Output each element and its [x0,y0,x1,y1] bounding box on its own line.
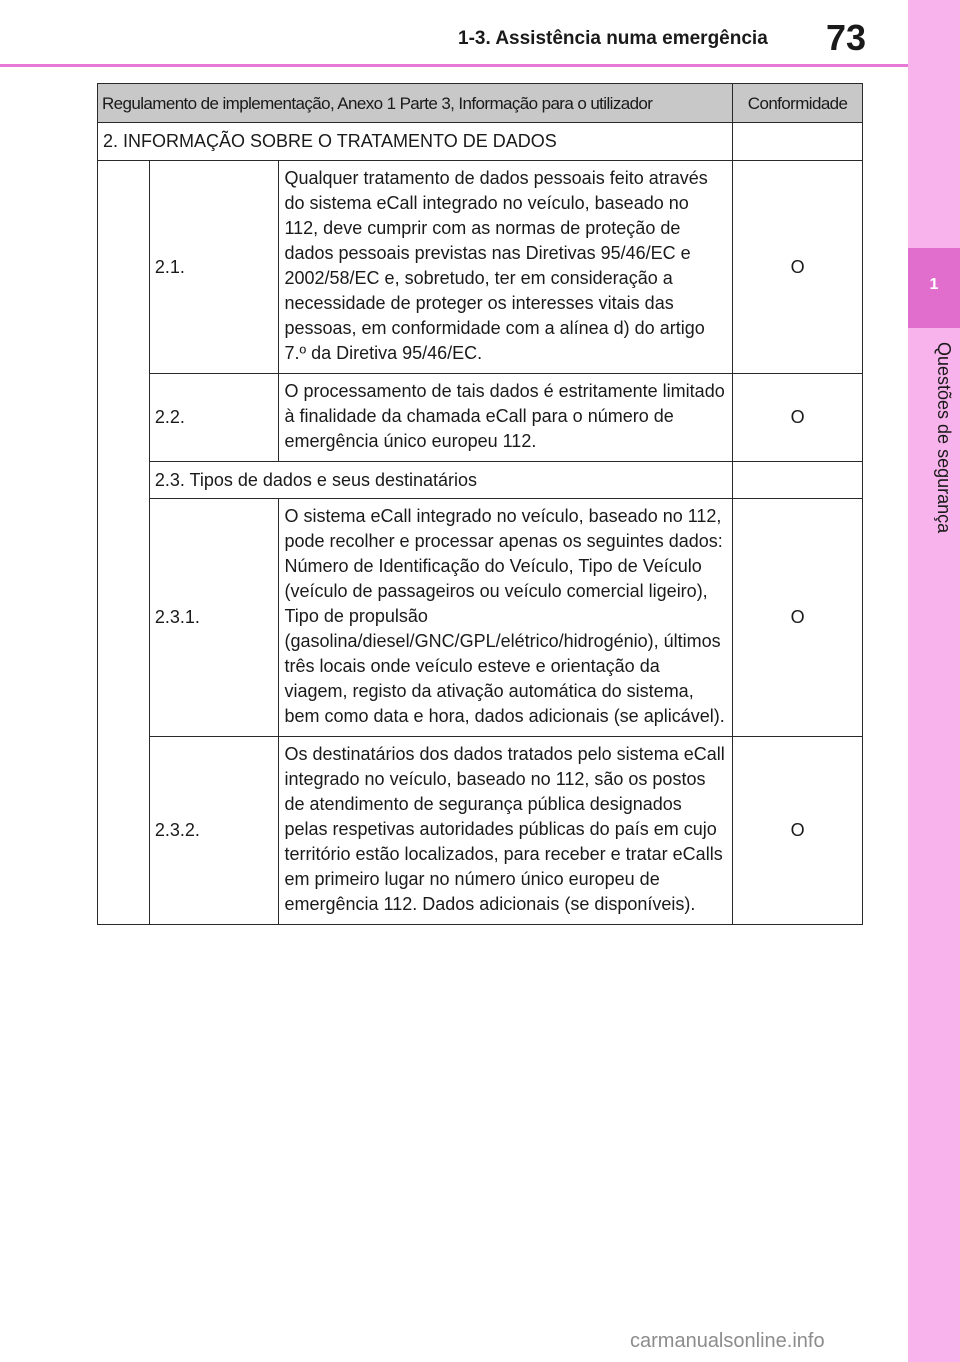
page-number: 73 [826,17,867,58]
item-number: 2.3.1. [149,499,279,737]
page-header [0,0,908,66]
item-text: Qualquer tratamento de dados pessoais feito através do sistema eCall integrado no veículo, baseado no 112, deve cumprir com as normas de proteção de dados pessoais previstas nas Diretivas 95/46/EC e 2002/58/EC e, sobretudo, ter em consideração a necessidade de proteger os interesses vitais das pessoas, em conformidade com a alínea d) do artigo 7.º da Diretiva 95/46/EC. [279,161,733,374]
table-row [98,161,863,374]
item-conformity: O [733,161,863,374]
subsection-conformity [733,462,863,499]
chapter-label: Questões de segurança [934,342,954,534]
header-divider [0,64,908,67]
chapter-side-strip [908,0,960,1362]
table-header-row [98,84,863,123]
subsection-label: 2.3. Tipos de dados e seus destinatários [149,462,732,499]
item-conformity: O [733,737,863,925]
subsection-row [98,462,863,499]
section-label: 2. INFORMAÇÃO SOBRE O TRATAMENTO DE DADOS [98,123,733,161]
compliance-table [97,83,863,925]
item-number: 2.3.2. [149,737,279,925]
item-number: 2.1. [149,161,279,374]
watermark-text: carmanualsonline.info [630,1330,825,1352]
indent-cell [98,161,150,925]
table-row [98,737,863,925]
item-conformity: O [733,374,863,462]
chapter-tab [908,248,960,328]
item-text: Os destinatários dos dados tratados pelo sistema eCall integrado no veículo, baseado no 112, são os postos de atendimento de segurança pública designados pelas respetivas autoridades públicas do país em cujo território estão localizados, para receber e tratar eCalls em primeiro lugar no número único europeu de emergência 112. Dados adicionais (se disponíveis). [279,737,733,925]
section-conformity [733,123,863,161]
section-row [98,123,863,161]
section-title: 1-3. Assistência numa emergência [458,28,768,49]
column-header-conformity: Conformidade [733,84,863,123]
item-text: O processamento de tais dados é estritamente limitado à finalidade da chamada eCall para o número de emergência único europeu 112. [279,374,733,462]
column-header-regulation: Regulamento de implementação, Anexo 1 Parte 3, Informação para o utilizador [98,84,733,123]
table-row [98,374,863,462]
table-row [98,499,863,737]
chapter-number: 1 [929,276,939,293]
item-text: O sistema eCall integrado no veículo, baseado no 112, pode recolher e processar apenas os seguintes dados: Número de Identificação do Veículo, Tipo de Veículo (veículo de passageiros ou veículo comercial ligeiro), Tipo de propulsão (gasolina/diesel/GNC/GPL/elétrico/hidrogénio), últimos três locais onde veículo esteve e orientação da viagem, registo da ativação automática do sistema, bem como data e hora, dados adicionais (se aplicável). [279,499,733,737]
item-conformity: O [733,499,863,737]
item-number: 2.2. [149,374,279,462]
